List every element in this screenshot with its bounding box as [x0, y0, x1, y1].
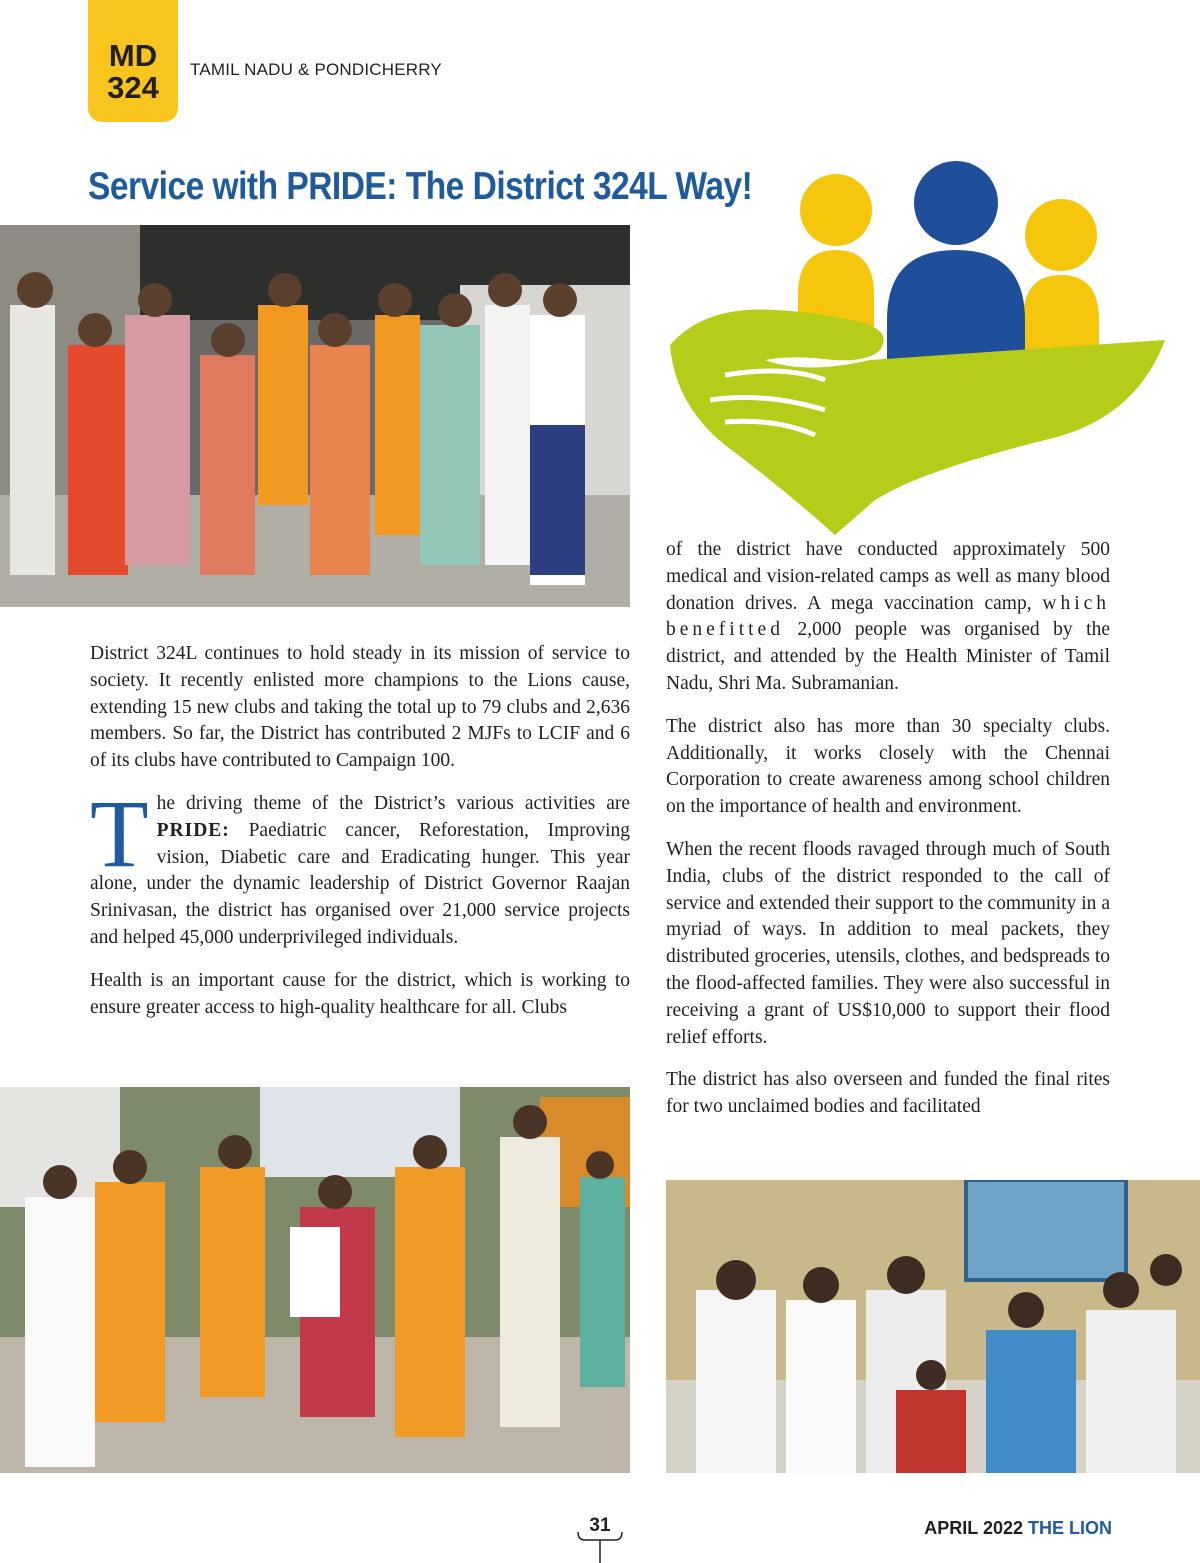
camps-text-b: 2,000 people was organised by the district, and attended by the Health Minister of Tamil Nadu, Shri Ma. Subramanian.: [666, 619, 1110, 694]
theme-keyword: PRIDE:: [156, 819, 230, 841]
group-photo-top: [0, 225, 630, 607]
flood-relief-photo: [0, 1087, 630, 1473]
paragraph-specialty-clubs: The district also has more than 30 specialty clubs. Additionally, it works closely with the Chennai Corporation to create awareness among school children on the importance of health and environment.: [666, 715, 1110, 818]
section-label: TAMIL NADU & PONDICHERRY: [190, 60, 442, 79]
paragraph-camps: [666, 537, 1110, 698]
camps-text-a: of the district have conducted approximately 500 medical and vision-related camps as well as many blood donation drives. A mega vaccination camp,: [666, 539, 1110, 614]
right-column: [666, 537, 1110, 1137]
theme-text-rest: Paediatric cancer, Reforestation, Improving vision, Diabetic care and Eradicating hunger. This year alone, under the dynamic leadership of District Governor Raajan Srinivasan, the district has organised over 21,000 service projects and helped 45,000 underprivileged individuals.: [90, 819, 631, 948]
page-number-bracket-icon: [575, 1530, 625, 1563]
footer-issue-line: [924, 1518, 1112, 1539]
page-number: 31: [589, 1515, 611, 1536]
paragraph-health: Health is an important cause for the district, which is working to ensure greater access to high-quality healthcare for all. Clubs: [90, 969, 630, 1018]
badge-line-2: 324: [107, 70, 159, 105]
paragraph-intro: District 324L continues to hold steady in its mission of service to society. It recently enlisted more champions to the Lions cause, extending 15 new clubs and taking the total up to 79 clubs and 2,636 members. So far, the District has contributed 2 MJFs to LCIF and 6 of its clubs have contributed to Campaign 100.: [90, 643, 630, 772]
community-hand-logo: [665, 160, 1175, 535]
camps-text-spaced: which benefitted: [666, 592, 1111, 641]
drop-cap: T: [90, 779, 149, 887]
vaccination-camp-photo: [666, 1180, 1200, 1473]
theme-text-start: he driving theme of the District’s various activities are: [156, 792, 630, 814]
paragraph-floods: When the recent floods ravaged through much of South India, clubs of the district responded to the call of service and extended their support to the community in a myriad of ways. In addition to meal packets, they distributed groceries, utensils, clothes, and bedspreads to the flood-affected families. They were also successful in receiving a grant of US$10,000 to support their flood relief efforts.: [666, 838, 1110, 1048]
badge-line-1: MD: [108, 38, 158, 73]
paragraph-theme: [90, 779, 631, 952]
article-headline: Service with PRIDE: The District 324L Way!: [88, 165, 753, 208]
paragraph-final-rites: The district has also overseen and funded the final rites for two unclaimed bodies and facilitated: [666, 1069, 1110, 1118]
district-badge: [88, 0, 178, 122]
footer-magazine: THE LION: [1028, 1518, 1112, 1538]
left-column: [90, 641, 630, 1037]
footer-issue: APRIL 2022: [924, 1518, 1023, 1538]
